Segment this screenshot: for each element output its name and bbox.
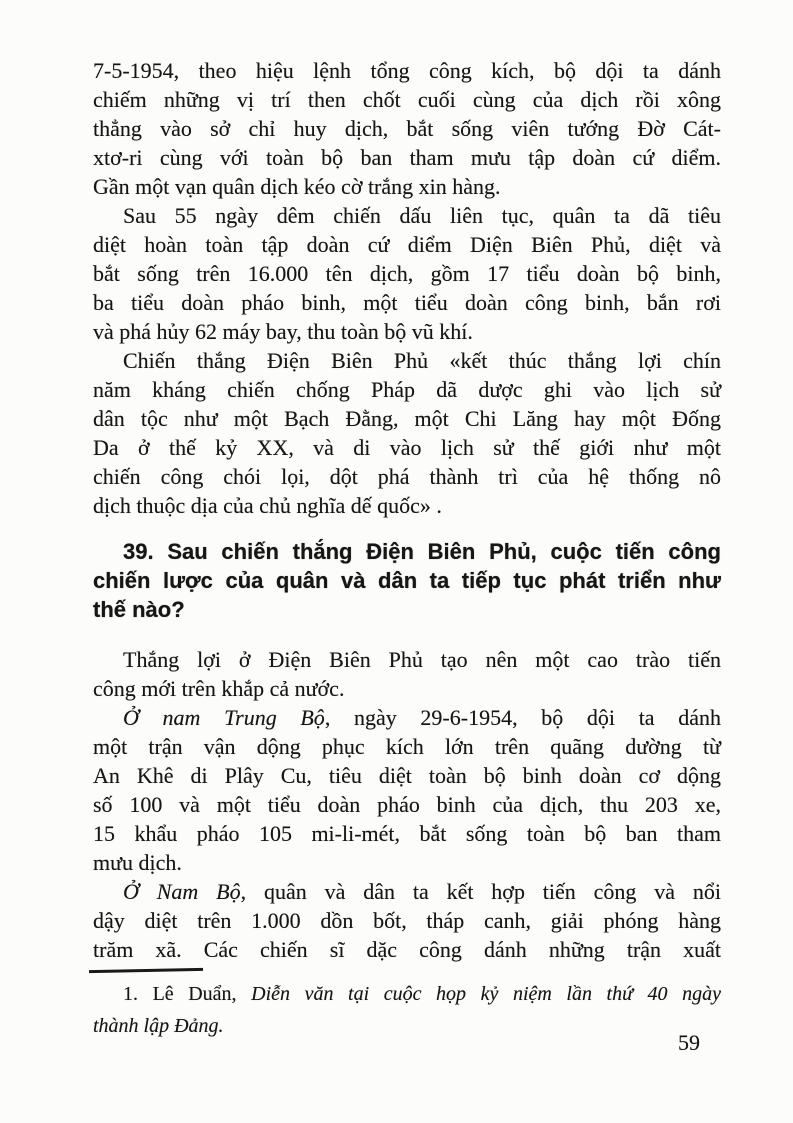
text-segment: dậy diệt trên 1.000 dồn bốt, tháp canh, giải phóng hàng — [93, 908, 721, 933]
text-segment: Chiến thắng Điện Biên Phủ «kết thúc thắng lợi chín — [123, 348, 721, 373]
italic-text-segment: Ở Nam Bộ — [123, 879, 241, 904]
text-segment: chiến công chói lọi, dột phá thành trì của hệ thống nô — [93, 464, 721, 489]
section-heading-question-39 — [93, 537, 721, 624]
text-line — [93, 595, 721, 624]
text-segment: ba tiểu doàn pháo binh, một tiểu doàn công binh, bắn rơi — [93, 290, 721, 315]
text-line — [93, 85, 721, 114]
text-line — [93, 761, 721, 790]
text-segment: Sau 55 ngày dêm chiến dấu liên tục, quân ta dã tiêu — [123, 203, 721, 228]
text-line — [93, 317, 721, 346]
text-line — [93, 56, 721, 85]
text-segment: thế nào? — [93, 597, 185, 622]
paragraph-quotation — [93, 346, 721, 520]
paragraph-answer-intro — [93, 645, 721, 703]
text-line — [93, 433, 721, 462]
text-line — [93, 288, 721, 317]
text-segment: Gần một vạn quân dịch kéo cờ trắng xin hàng. — [93, 174, 501, 199]
text-line — [93, 375, 721, 404]
text-line — [93, 114, 721, 143]
text-line — [93, 566, 721, 595]
text-segment: Da ở thế kỷ XX, và di vào lịch sử thế giới như một — [93, 435, 721, 460]
italic-text-segment: Diễn văn tại cuộc họp kỷ niệm lần thứ 40 ngày — [251, 983, 722, 1005]
text-segment: mưu dịch. — [93, 850, 182, 875]
text-line — [93, 978, 721, 1010]
text-line — [93, 674, 721, 703]
text-line — [93, 143, 721, 172]
text-line — [93, 819, 721, 848]
text-segment: An Khê di Plây Cu, tiêu diệt toàn bộ binh doàn cơ dộng — [93, 763, 721, 788]
text-line — [93, 201, 721, 230]
text-segment: chiến lược của quân và dân ta tiếp tục phát triển như — [93, 568, 721, 593]
text-line — [93, 346, 721, 375]
text-segment: bắt sống trên 16.000 tên dịch, gồm 17 tiểu doàn bộ binh, — [93, 261, 721, 286]
text-segment: Thắng lợi ở Điện Biên Phủ tạo nên một cao trào tiến — [123, 647, 721, 672]
text-segment: 7-5-1954, theo hiệu lệnh tổng công kích, bộ dội ta dánh — [93, 58, 721, 83]
italic-text-segment: Ở nam Trung Bộ — [123, 705, 325, 730]
text-line — [93, 732, 721, 761]
text-line — [93, 906, 721, 935]
text-line — [93, 491, 721, 520]
text-segment: 1. Lê Duẩn, — [123, 983, 252, 1005]
paragraph-nam-bo — [93, 877, 721, 964]
text-segment: công mới trên khắp cả nước. — [93, 676, 345, 701]
text-segment: chiếm những vị trí then chốt cuối cùng của dịch rồi xông — [93, 87, 721, 112]
footnote-separator — [89, 968, 203, 973]
text-line — [93, 645, 721, 674]
paragraph-nam-trung-bo — [93, 703, 721, 877]
text-segment: thẳng vào sở chỉ huy dịch, bắt sống viên tướng Đờ Cát- — [93, 116, 721, 141]
text-segment: số 100 và một tiểu doàn pháo binh của dịch, thu 203 xe, — [93, 792, 721, 817]
paragraph-continuation — [93, 56, 721, 201]
text-segment: , quân và dân ta kết hợp tiến công và nổi — [240, 879, 722, 904]
text-segment: diệt hoàn toàn tập doàn cứ diểm Diện Biên Phủ, diệt và — [93, 232, 721, 257]
text-line — [93, 703, 721, 732]
text-segment: một trận vận dộng phục kích lớn trên quãng dường từ — [93, 734, 721, 759]
text-line — [93, 790, 721, 819]
text-segment: trăm xã. Các chiến sĩ dặc công dánh những trận xuất — [93, 937, 721, 962]
text-line — [93, 462, 721, 491]
text-segment: 39. Sau chiến thắng Điện Biên Phủ, cuộc tiến công — [123, 539, 721, 564]
text-line — [93, 172, 721, 201]
text-line — [93, 404, 721, 433]
text-line — [93, 935, 721, 964]
text-segment: 15 khẩu pháo 105 mi-li-mét, bắt sống toàn bộ ban tham — [93, 821, 721, 846]
text-line — [93, 848, 721, 877]
text-segment: và phá hủy 62 máy bay, thu toàn bộ vũ khí. — [93, 319, 473, 344]
text-segment: xtơ-ri cùng với toàn bộ ban tham mưu tập doàn cứ diểm. — [93, 145, 721, 170]
text-segment: , ngày 29-6-1954, bộ dội ta dánh — [324, 705, 722, 730]
text-line — [93, 877, 721, 906]
page-number: 59 — [678, 1030, 700, 1055]
text-segment: dân tộc như một Bạch Đằng, một Chi Lăng hay một Đống — [93, 406, 721, 431]
text-segment: dịch thuộc dịa của chủ nghĩa dế quốc» . — [93, 493, 442, 518]
text-segment: năm kháng chiến chống Pháp dã dược ghi vào lịch sử — [93, 377, 721, 402]
text-line — [93, 1010, 721, 1042]
text-line — [93, 537, 721, 566]
text-line — [93, 259, 721, 288]
italic-text-segment: thành lập Đảng. — [93, 1015, 224, 1037]
page-content — [93, 56, 721, 1042]
text-line — [93, 230, 721, 259]
footnote-citation — [93, 969, 721, 1042]
paragraph-victory-summary — [93, 201, 721, 346]
